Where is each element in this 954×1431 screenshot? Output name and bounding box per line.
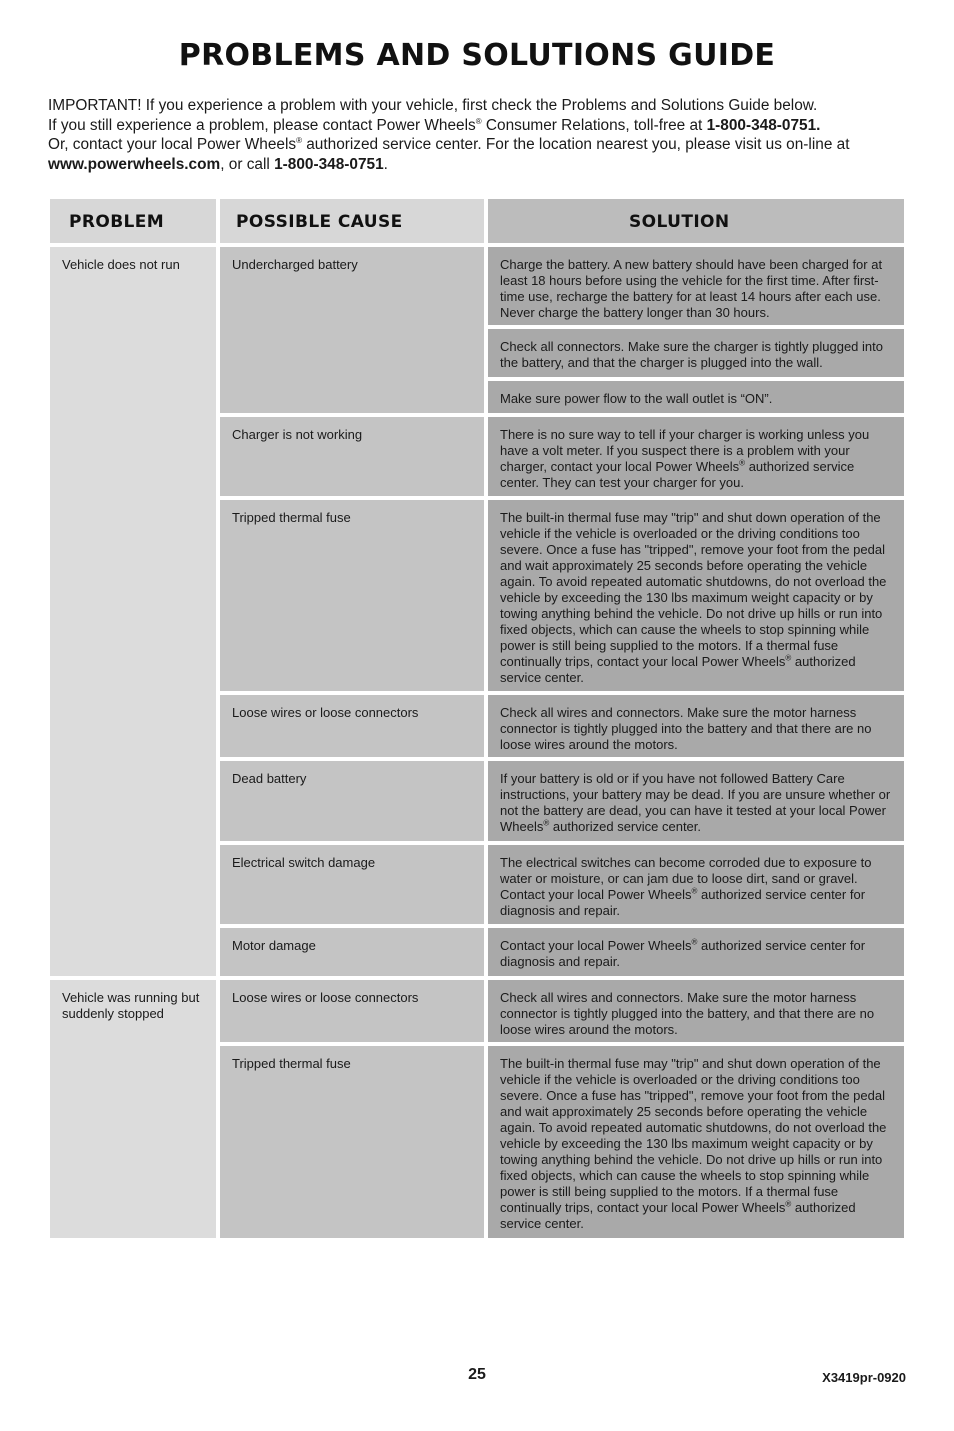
problem-cell (50, 980, 216, 1238)
cause-text: Undercharged battery (232, 257, 358, 272)
solution-text: Charge the battery. A new battery should have been charged for at least 18 hours before using the vehicle for the first time. After first-time use, recharge the battery for at least 14 hours after each use. Never charge the battery longer than 30 hours. (500, 257, 883, 320)
registered-mark: ® (785, 653, 792, 663)
phone-number: 1-800-348-0751 (274, 155, 384, 173)
solution-cell (488, 1046, 904, 1238)
cause-cell (220, 1046, 484, 1238)
intro-line-2: If you still experience a problem, please contact Power Wheels® Consumer Relations, toll-free at 1-800-348-0751. (48, 116, 821, 134)
solution-text: There is no sure way to tell if your charger is working unless you have a volt meter. If you suspect there is a problem with your charger, contact your local Power Wheels® authorized service center. They can test your charger for you. (500, 427, 870, 490)
intro-line-4: www.powerwheels.com, or call 1-800-348-0751. (48, 155, 388, 173)
solution-cell (488, 381, 904, 413)
cause-text: Dead battery (232, 771, 307, 786)
solution-text: The built-in thermal fuse may "trip" and shut down operation of the vehicle if the vehicle is overloaded or the driving conditions too severe. Once a fuse has "tripped", remove your foot from the pedal and wait approximately 25 seconds before operating the vehicle again. To avoid repeated automatic shutdowns, do not overload the vehicle by exceeding the 130 lbs maximum weight capacity or by towing anything behind the vehicle. Do not drive up hills or run into fixed objects, which can cause the wheels to stop spinning while power is still being supplied to the motors. If a thermal fuse continually trips, contact your local Power Wheels® authorized service center. (500, 1056, 887, 1231)
solution-cell (488, 980, 904, 1042)
cause-cell (220, 928, 484, 976)
cause-text: Loose wires or loose connectors (232, 990, 419, 1005)
header-problem: PROBLEM (50, 199, 216, 243)
page-title: PROBLEMS AND SOLUTIONS GUIDE (178, 38, 776, 73)
solution-cell (488, 845, 904, 924)
problem-text: Vehicle was running but suddenly stopped (62, 990, 200, 1021)
problem-text: Vehicle does not run (62, 257, 180, 272)
header-solution: SOLUTION (488, 199, 904, 243)
header-possible-cause: POSSIBLE CAUSE (220, 199, 484, 243)
cause-text: Loose wires or loose connectors (232, 705, 419, 720)
registered-mark: ® (543, 818, 550, 828)
registered-mark: ® (691, 937, 698, 947)
cause-cell (220, 247, 484, 413)
registered-mark: ® (785, 1199, 792, 1209)
registered-mark: ® (691, 886, 698, 896)
solution-text: Contact your local Power Wheels® authorized service center for diagnosis and repair. (500, 937, 866, 969)
solution-text: Make sure power flow to the wall outlet is “ON”. (500, 391, 773, 406)
solution-text: If your battery is old or if you have not followed Battery Care instructions, your battery may be dead. If you are unsure whether or not the battery are dead, you can have it tested at your local Power Wheels® authorized service center. (500, 771, 891, 834)
registered-mark: ® (475, 116, 482, 126)
solution-text: Check all wires and connectors. Make sure the motor harness connector is tightly plugged into the battery, and that there are no loose wires around the motors. (500, 990, 875, 1037)
website-url: www.powerwheels.com (48, 155, 221, 173)
solution-cell (488, 247, 904, 325)
cause-text: Electrical switch damage (232, 855, 376, 870)
solution-text: Check all connectors. Make sure the charger is tightly plugged into the battery, and that the charger is plugged into the wall. (500, 339, 883, 370)
solution-cell (488, 329, 904, 377)
registered-mark: ® (296, 135, 302, 145)
problem-cell (50, 247, 216, 976)
cause-cell (220, 761, 484, 841)
document-code: X3419pr-0920 (822, 1370, 906, 1385)
cause-text: Motor damage (232, 938, 316, 953)
cause-text: Charger is not working (232, 427, 363, 442)
intro-paragraph (48, 96, 918, 174)
solution-text: The built-in thermal fuse may "trip" and shut down operation of the vehicle if the vehicle is overloaded or the driving conditions too severe. Once a fuse has "tripped", remove your foot from the pedal and wait approximately 25 seconds before operating the vehicle again. To avoid repeated automatic shutdowns, do not overload the vehicle by exceeding the 130 lbs maximum weight capacity or by towing anything behind the vehicle. Do not drive up hills or run into fixed objects, which can cause the wheels to stop spinning while power is still being supplied to the motors. If a thermal fuse continually trips, contact your local Power Wheels® authorized service center. (500, 510, 887, 685)
solution-text: The electrical switches can become corroded due to exposure to water or moisture, or can jam due to loose dirt, sand or gravel. Contact your local Power Wheels® authorized service center for diagnosis and repair. (500, 855, 872, 918)
solution-cell (488, 761, 904, 841)
intro-line-1: IMPORTANT! If you experience a problem with your vehicle, first check the Problems and Solutions Guide below. (48, 97, 818, 114)
cause-cell (220, 845, 484, 924)
cause-cell (220, 417, 484, 496)
cause-cell (220, 980, 484, 1042)
phone-number: 1-800-348-0751. (706, 116, 821, 134)
cause-cell (220, 500, 484, 691)
intro-line-3: Or, contact your local Power Wheels® authorized service center. For the location nearest you, please visit us on-line at (48, 135, 850, 153)
cause-text: Tripped thermal fuse (232, 510, 351, 525)
solution-cell (488, 695, 904, 757)
page-number: 25 (468, 1366, 486, 1383)
solution-cell (488, 500, 904, 691)
solution-cell (488, 928, 904, 976)
solution-cell (488, 417, 904, 496)
registered-mark: ® (739, 458, 746, 468)
cause-cell (220, 695, 484, 757)
cause-text: Tripped thermal fuse (232, 1056, 351, 1071)
solution-text: Check all wires and connectors. Make sure the motor harness connector is tightly plugged into the battery and that there are no loose wires around the motors. (500, 705, 872, 752)
